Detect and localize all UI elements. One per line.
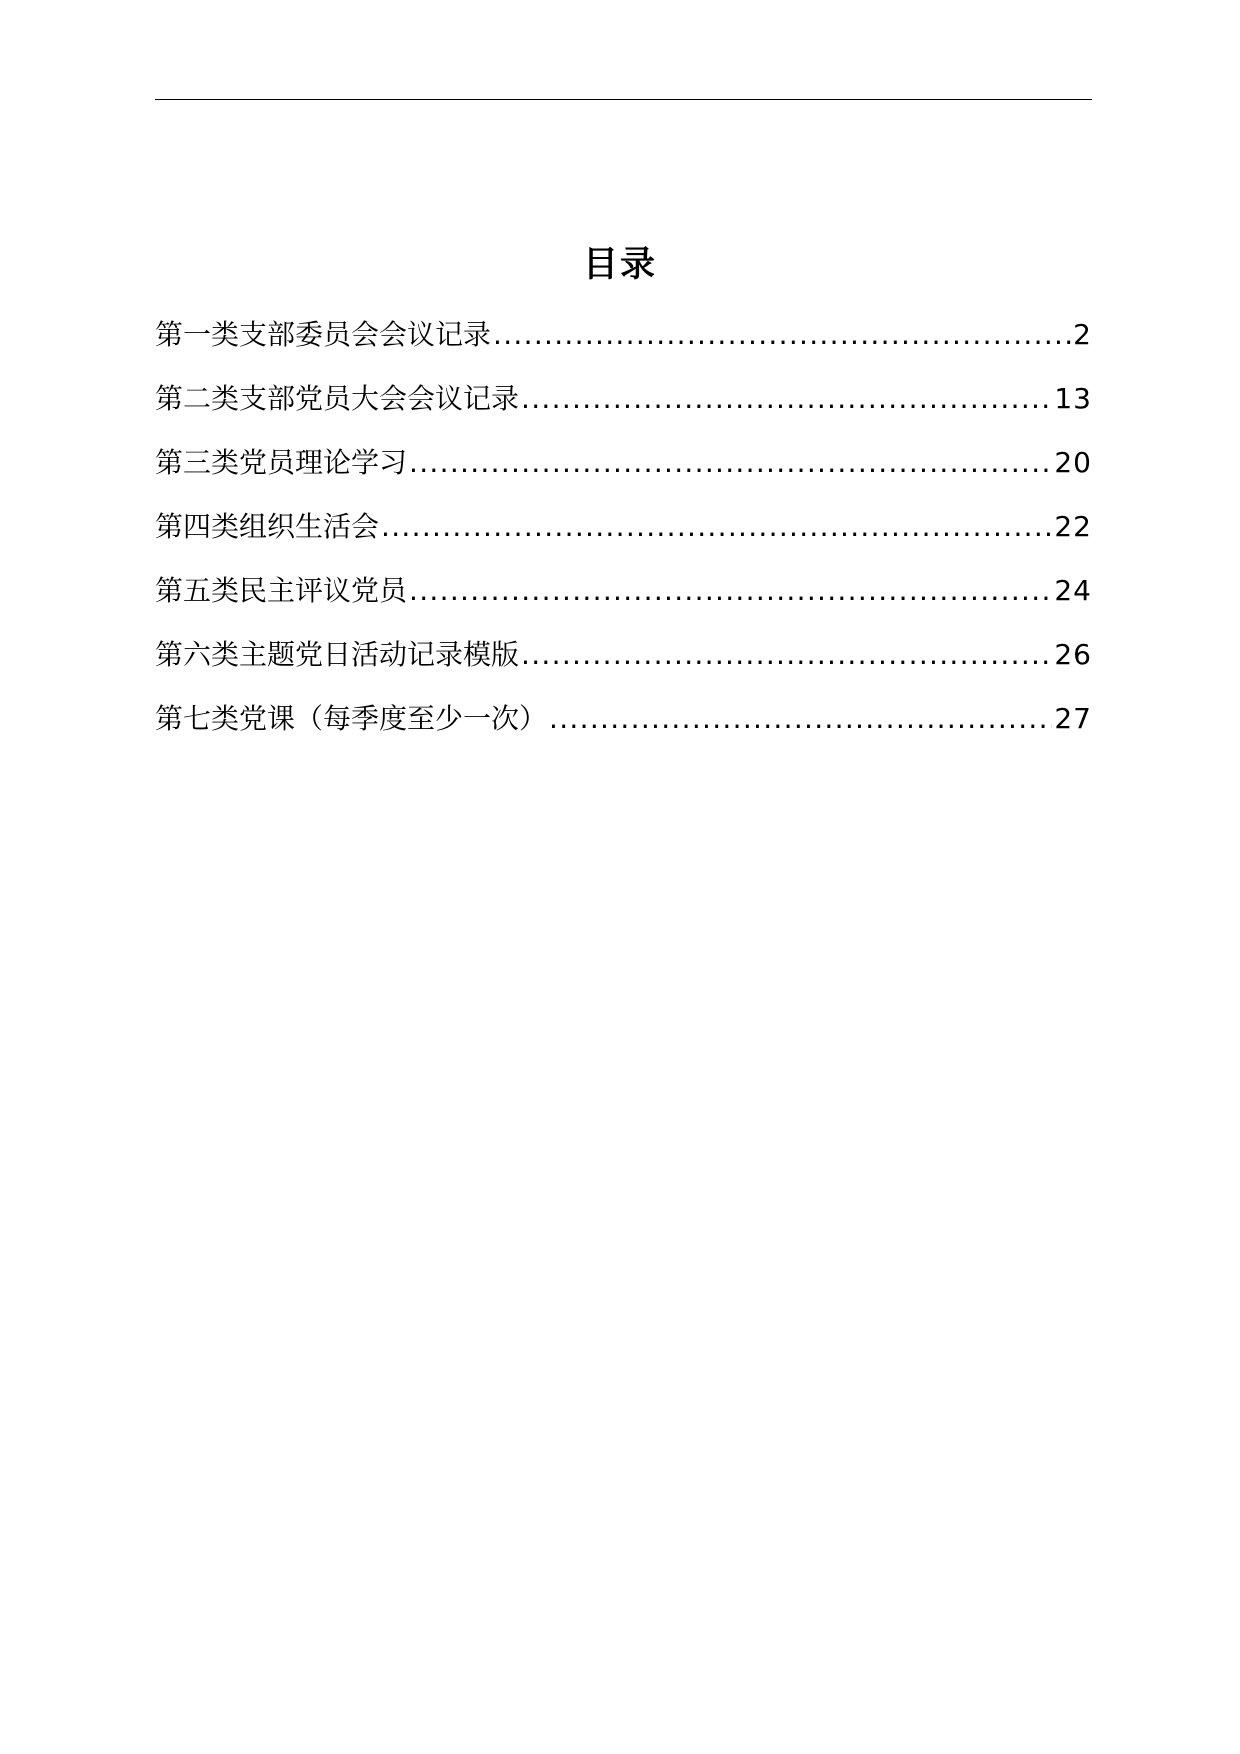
toc-dot-leader [409,443,1052,483]
header-rule [155,99,1092,100]
toc-entry-page: 22 [1054,510,1092,543]
toc-entry-label: 第六类主题党日活动记录模版 [155,638,520,671]
toc-entry[interactable] [155,315,1092,379]
toc-dot-leader [493,315,1071,355]
toc-dot-leader [381,507,1052,547]
toc-dot-leader [409,571,1052,611]
toc-entry[interactable] [155,379,1092,443]
toc-entry-label: 第二类支部党员大会会议记录 [155,382,520,415]
toc-entry-page: 24 [1054,574,1092,607]
toc-entry-label: 第一类支部委员会会议记录 [155,318,492,351]
table-of-contents [155,315,1092,763]
toc-entry[interactable] [155,443,1092,507]
toc-entry[interactable] [155,635,1092,699]
toc-entry[interactable] [155,571,1092,635]
toc-entry-page: 20 [1054,446,1092,479]
toc-entry[interactable] [155,699,1092,763]
toc-dot-leader [549,699,1052,739]
toc-dot-leader [521,379,1052,419]
toc-title: 目录 [582,245,657,285]
toc-entry-label: 第三类党员理论学习 [155,446,408,479]
toc-entry-label: 第四类组织生活会 [155,510,380,543]
toc-entry-label: 第七类党课（每季度至少一次） [155,702,548,735]
toc-entry-page: 26 [1054,638,1092,671]
toc-entry-page: 13 [1054,382,1092,415]
toc-entry[interactable] [155,507,1092,571]
toc-entry-label: 第五类民主评议党员 [155,574,408,607]
toc-entry-page: 27 [1054,702,1092,735]
toc-entry-page: 2 [1073,318,1092,351]
toc-dot-leader [521,635,1052,675]
